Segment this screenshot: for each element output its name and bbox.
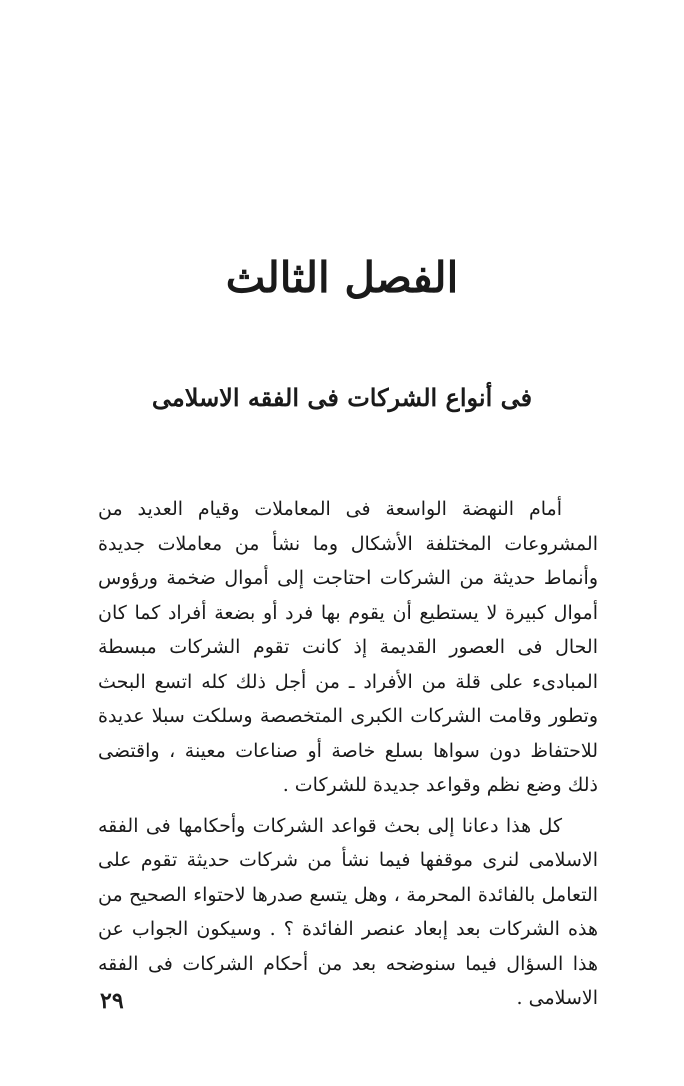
paragraph-1: أمام النهضة الواسعة فى المعاملات وقيام العديد من المشروعات المختلفة الأشكال وما نشأ من معاملات جديدة وأنماط حديثة من الشركات احتاجت إلى أموال ضخمة ورؤوس أموال كبيرة لا يستطيع أن يقوم بها فرد أو بضعة أفراد كما كان الحال فى العصور القديمة إذ كانت تقوم الشركات مبسطة المبادىء على قلة من الأفراد ـ من أجل ذلك كله اتسع البحث وتطور وقامت الشركات الكبرى المتخصصة وسلكت سبلا عديدة للاحتفاظ دون سواها بسلع خاصة أو صناعات معينة ، واقتضى ذلك وضع نظم وقواعد جديدة للشركات . xyxy=(98,498,598,796)
section-heading: فى أنواع الشركات فى الفقه الاسلامى xyxy=(151,383,533,412)
paragraph-2: كل هذا دعانا إلى بحث قواعد الشركات وأحكامها فى الفقه الاسلامى لنرى موقفها فيما نشأ من شركات حديثة تقوم على التعامل بالفائدة المحرمة ، وهل يتسع صدرها لاحتواء الصحيح من هذه الشركات بعد إبعاد عنصر الفائدة ؟ . وسيكون الجواب عن هذا السؤال فيما سنوضحه بعد من أحكام الشركات فى الفقه الاسلامى . xyxy=(98,814,598,1009)
chapter-title: الفصل الثالث xyxy=(225,253,459,302)
page-number: ٢٩ xyxy=(100,988,124,1014)
body-text xyxy=(98,492,598,1016)
